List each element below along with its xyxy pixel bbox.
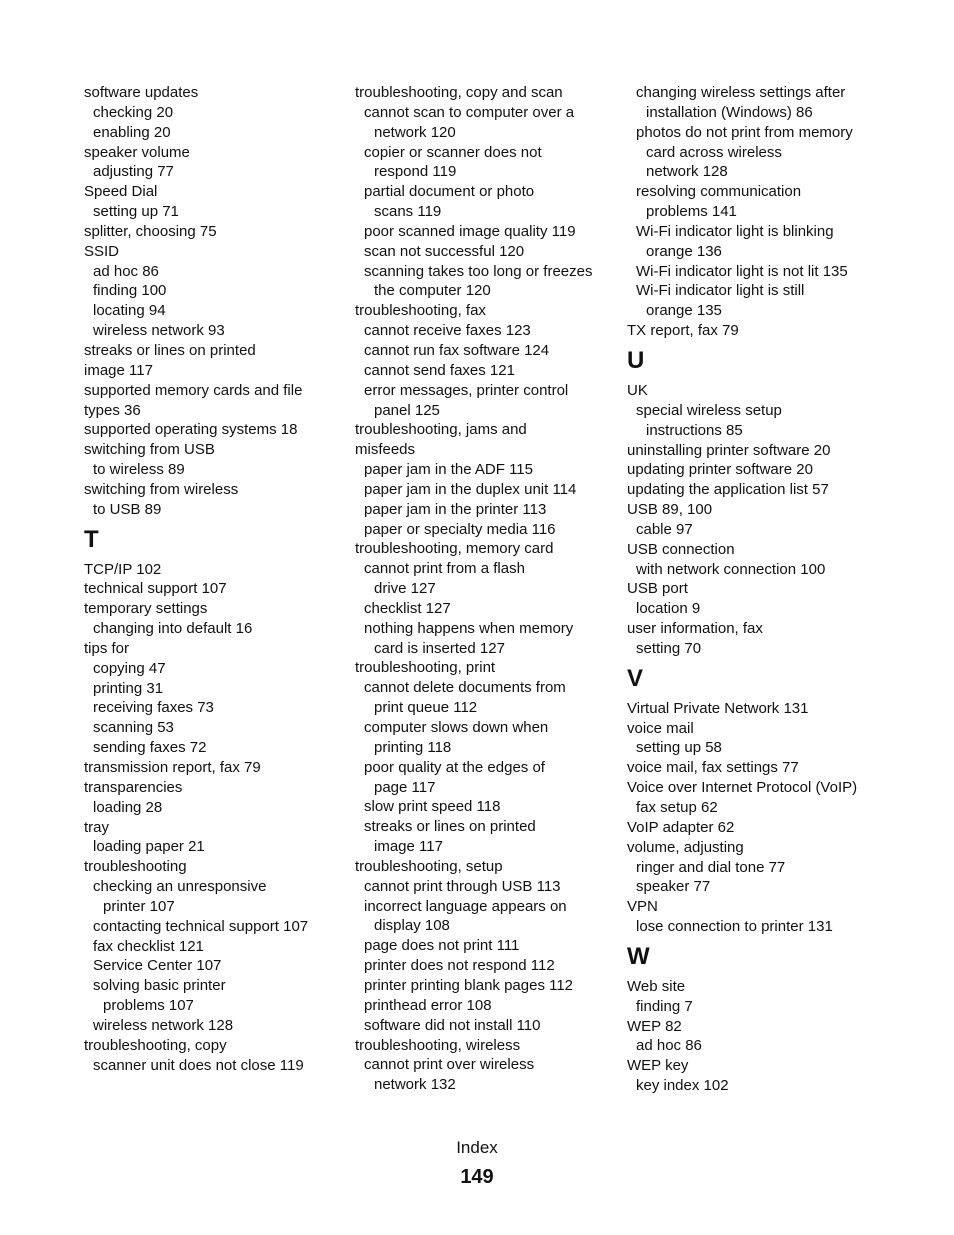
index-subentry: Wi-Fi indicator light is blinking	[636, 222, 834, 240]
index-subentry: ringer and dial tone 77	[636, 858, 786, 876]
index-subentry: network 120	[374, 123, 456, 141]
index-entry: troubleshooting, memory card	[355, 540, 554, 558]
index-subentry: with network connection 100	[636, 560, 826, 578]
index-subentry: cable 97	[636, 520, 693, 538]
index-subentry: slow print speed 118	[364, 798, 501, 816]
index-subentry: paper jam in the ADF 115	[364, 461, 533, 479]
index-subentry: Wi-Fi indicator light is not lit 135	[636, 262, 848, 280]
index-subentry: print queue 112	[374, 699, 478, 717]
index-subentry: Wi-Fi indicator light is still	[636, 282, 805, 300]
index-subentry: ad hoc 86	[93, 262, 159, 280]
index-entry: updating printer software 20	[627, 461, 813, 479]
index-subentry: paper jam in the duplex unit 114	[364, 480, 577, 498]
index-subentry: cannot delete documents from	[364, 679, 566, 697]
index-column-1	[84, 83, 346, 1076]
index-subentry: receiving faxes 73	[93, 699, 214, 717]
index-entry: technical support 107	[84, 580, 227, 598]
index-subentry: printer printing blank pages 112	[364, 976, 574, 994]
index-entry: troubleshooting, copy and scan	[355, 84, 563, 101]
index-subentry: instructions 85	[646, 421, 743, 439]
index-subentry: loading 28	[93, 798, 163, 816]
index-subentry: printing 118	[374, 738, 452, 756]
index-subentry: printhead error 108	[364, 996, 492, 1014]
index-subentry: photos do not print from memory	[636, 123, 853, 141]
index-entry: misfeeds	[355, 441, 416, 459]
index-subentry: wireless network 128	[93, 1016, 234, 1034]
index-subentry: respond 119	[374, 163, 457, 181]
index-entry: user information, fax	[627, 620, 763, 638]
index-subentry: resolving communication	[636, 183, 802, 201]
index-subentry: adjusting 77	[93, 163, 174, 181]
index-subentry: checking an unresponsive	[93, 878, 267, 896]
index-subentry: incorrect language appears on	[364, 897, 567, 915]
index-subentry: lose connection to printer 131	[636, 918, 833, 936]
index-subentry: computer slows down when	[364, 719, 549, 736]
index-entry: VPN	[627, 898, 658, 916]
index-subentry: software did not install 110	[364, 1016, 541, 1034]
index-entry: streaks or lines on printed	[84, 341, 256, 359]
index-entry: types 36	[84, 401, 141, 419]
index-subentry: setting up 58	[636, 739, 722, 757]
index-subentry: enabling 20	[93, 123, 171, 141]
index-entry: Web site	[627, 977, 686, 995]
index-subentry: cannot receive faxes 123	[364, 322, 531, 340]
index-subentry: special wireless setup	[636, 401, 782, 419]
index-subentry: cannot print from a flash	[364, 560, 525, 578]
index-entry: image 117	[84, 361, 153, 379]
index-entry: USB port	[627, 580, 688, 598]
index-entry: transmission report, fax 79	[84, 759, 261, 776]
index-subentry: setting 70	[636, 639, 702, 657]
index-entry: USB connection	[627, 540, 735, 558]
index-entry: Voice over Internet Protocol (VoIP)	[627, 779, 858, 797]
index-entry: switching from USB	[84, 441, 215, 459]
index-entry: splitter, choosing 75	[84, 222, 217, 240]
index-subentry: installation (Windows) 86	[646, 103, 813, 121]
index-entry: temporary settings	[84, 600, 208, 618]
index-subentry: error messages, printer control	[364, 381, 569, 399]
index-subentry: page does not print 111	[364, 937, 520, 955]
page-number: 149	[460, 1166, 494, 1188]
index-subentry: cannot send faxes 121	[364, 361, 515, 379]
index-subentry: page 117	[374, 778, 436, 796]
index-subentry: Service Center 107	[93, 957, 222, 975]
index-subentry: finding 7	[636, 997, 693, 1015]
index-entry: troubleshooting, setup	[355, 857, 503, 875]
index-column-2	[355, 83, 617, 1095]
index-subentry: wireless network 93	[93, 322, 225, 340]
index-subentry: checklist 127	[364, 599, 451, 617]
index-subentry: streaks or lines on printed	[364, 818, 536, 836]
index-subentry: drive 127	[374, 580, 436, 598]
index-subentry: poor quality at the edges of	[364, 758, 545, 776]
index-subentry: locating 94	[93, 302, 166, 320]
index-entry: updating the application list 57	[627, 481, 829, 499]
index-entry: troubleshooting, jams and	[355, 421, 527, 439]
index-subentry: copier or scanner does not	[364, 143, 542, 161]
index-section-letter: U	[627, 346, 645, 374]
index-subentry: problems 107	[103, 997, 194, 1015]
index-subentry: location 9	[636, 600, 701, 618]
index-entry: WEP 82	[627, 1017, 682, 1035]
index-subentry: printer does not respond 112	[364, 957, 555, 975]
index-subentry: solving basic printer	[93, 977, 226, 995]
index-subentry: the computer 120	[374, 282, 491, 300]
index-entry: transparencies	[84, 778, 183, 796]
index-subentry: display 108	[374, 917, 450, 935]
index-subentry: changing wireless settings after	[636, 84, 846, 101]
index-subentry: changing into default 16	[93, 620, 253, 638]
index-subentry: to USB 89	[93, 500, 162, 518]
index-entry: supported operating systems 18	[84, 421, 298, 439]
index-subentry: loading paper 21	[93, 838, 205, 856]
index-entry: TX report, fax 79	[627, 322, 739, 340]
index-entry: WEP key	[627, 1057, 689, 1075]
index-entry: voice mail	[627, 719, 694, 737]
index-subentry: contacting technical support 107	[93, 917, 309, 935]
index-entry: voice mail, fax settings 77	[627, 759, 799, 777]
index-entry: tips for	[84, 639, 130, 657]
index-subentry: problems 141	[646, 203, 737, 221]
index-entry: volume, adjusting	[627, 838, 744, 856]
index-entry: troubleshooting, wireless	[355, 1036, 521, 1054]
index-entry: supported memory cards and file	[84, 381, 303, 399]
index-entry: SSID	[84, 242, 120, 260]
index-subentry: ad hoc 86	[636, 1037, 702, 1055]
index-subentry: cannot print through USB 113	[364, 877, 561, 895]
index-subentry: orange 136	[646, 242, 722, 260]
index-subentry: partial document or photo	[364, 183, 535, 201]
index-subentry: cannot scan to computer over a	[364, 103, 575, 121]
index-entry: software updates	[84, 84, 199, 101]
index-subentry: paper or specialty media 116	[364, 520, 556, 538]
index-entry: troubleshooting, copy	[84, 1036, 227, 1054]
index-subentry: image 117	[374, 838, 443, 856]
index-subentry: printer 107	[103, 897, 175, 915]
index-entry: VoIP adapter 62	[627, 818, 735, 836]
index-entry: switching from wireless	[84, 480, 239, 498]
index-section-letter: W	[627, 942, 650, 970]
index-entry: speaker volume	[84, 143, 190, 161]
index-subentry: checking 20	[93, 103, 174, 121]
index-subentry: network 128	[646, 163, 728, 181]
index-entry: troubleshooting	[84, 858, 187, 876]
index-entry: Virtual Private Network 131	[627, 699, 809, 717]
index-subentry: scanning takes too long or freezes	[364, 262, 593, 280]
index-subentry: poor scanned image quality 119	[364, 222, 576, 240]
index-subentry: network 132	[374, 1076, 456, 1094]
index-subentry: setting up 71	[93, 203, 179, 221]
index-entry: troubleshooting, fax	[355, 302, 486, 320]
index-section-letter: V	[627, 664, 644, 692]
index-entry: tray	[84, 818, 110, 836]
index-entry: uninstalling printer software 20	[627, 441, 831, 459]
index-subentry: card is inserted 127	[374, 639, 505, 657]
index-subentry: scanning 53	[93, 719, 174, 737]
index-subentry: cannot print over wireless	[364, 1056, 535, 1074]
index-subentry: scan not successful 120	[364, 242, 525, 260]
index-subentry: panel 125	[374, 401, 440, 419]
index-entry: troubleshooting, print	[355, 659, 496, 677]
index-subentry: nothing happens when memory	[364, 619, 574, 637]
footer-section-label: Index	[456, 1138, 498, 1157]
index-subentry: scans 119	[374, 203, 442, 221]
index-entry: UK	[627, 381, 648, 399]
index-subentry: fax setup 62	[636, 799, 718, 816]
index-subentry: finding 100	[93, 282, 167, 300]
index-subentry: to wireless 89	[93, 461, 185, 479]
index-entry: Speed Dial	[84, 183, 158, 201]
index-subentry: orange 135	[646, 302, 722, 320]
index-subentry: printing 31	[93, 679, 164, 697]
index-column-3	[627, 83, 889, 1096]
index-subentry: fax checklist 121	[93, 937, 204, 955]
index-subentry: paper jam in the printer 113	[364, 500, 547, 518]
index-section-letter: T	[84, 525, 99, 553]
index-entry: TCP/IP 102	[84, 560, 162, 578]
index-subentry: sending faxes 72	[93, 739, 207, 757]
index-subentry: copying 47	[93, 659, 166, 677]
index-entry: USB 89, 100	[627, 501, 713, 519]
index-subentry: card across wireless	[646, 143, 782, 161]
index-subentry: speaker 77	[636, 878, 711, 896]
index-subentry: key index 102	[636, 1077, 729, 1095]
index-subentry: cannot run fax software 124	[364, 341, 550, 359]
index-subentry: scanner unit does not close 119	[93, 1056, 304, 1074]
